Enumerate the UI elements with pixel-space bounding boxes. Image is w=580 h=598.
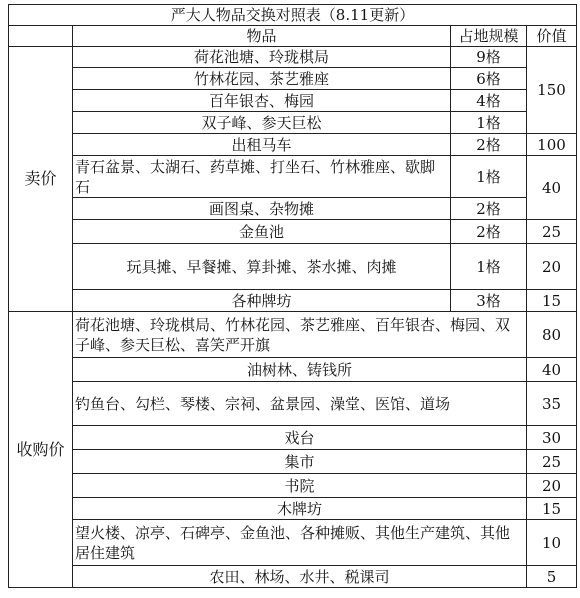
buy-value: 40 xyxy=(527,358,577,382)
sell-item: 画图桌、杂物摊 xyxy=(73,198,451,220)
sell-item: 百年银杏、梅园 xyxy=(73,90,451,112)
buy-item: 戏台 xyxy=(73,426,527,450)
sell-size: 9格 xyxy=(451,47,527,68)
buy-value: 20 xyxy=(527,474,577,498)
buy-item: 望火楼、凉亭、石碑亭、金鱼池、各种摊贩、其他生产建筑、其他居住建筑 xyxy=(73,520,527,566)
buy-value: 25 xyxy=(527,450,577,474)
buy-item: 农田、林场、水井、税课司 xyxy=(73,566,527,588)
sell-value: 25 xyxy=(527,220,577,244)
sell-item: 双子峰、参天巨松 xyxy=(73,112,451,134)
sell-size: 4格 xyxy=(451,90,527,112)
sell-size: 3格 xyxy=(451,290,527,312)
buy-item: 书院 xyxy=(73,474,527,498)
buy-item: 钓鱼台、勾栏、琴楼、宗祠、盆景园、澡堂、医馆、道场 xyxy=(73,382,527,426)
sell-value: 150 xyxy=(527,47,577,134)
buy-item: 荷花池塘、玲珑棋局、竹林花园、茶艺雅座、百年银杏、梅园、双子峰、参天巨松、喜笑严开旗 xyxy=(73,312,527,358)
sell-value: 15 xyxy=(527,290,577,312)
buy-value: 15 xyxy=(527,498,577,520)
sell-item: 各种牌坊 xyxy=(73,290,451,312)
sell-item: 荷花池塘、玲珑棋局 xyxy=(73,47,451,68)
buy-item: 油树林、铸钱所 xyxy=(73,358,527,382)
sell-size: 6格 xyxy=(451,68,527,90)
sell-item: 金鱼池 xyxy=(73,220,451,244)
sell-size: 1格 xyxy=(451,156,527,198)
sell-size: 2格 xyxy=(451,220,527,244)
header-size: 占地规模 xyxy=(451,26,527,47)
sell-value: 40 xyxy=(527,156,577,220)
sell-value: 20 xyxy=(527,244,577,290)
buy-value: 10 xyxy=(527,520,577,566)
exchange-table xyxy=(8,4,577,588)
buy-value: 5 xyxy=(527,566,577,588)
table-title: 严大人物品交换对照表（8.11更新） xyxy=(9,5,577,26)
sell-size: 2格 xyxy=(451,198,527,220)
sell-item: 玩具摊、早餐摊、算卦摊、茶水摊、肉摊 xyxy=(73,244,451,290)
category-sell: 卖价 xyxy=(9,47,73,312)
sell-item: 青石盆景、太湖石、药草摊、打坐石、竹林雅座、歇脚石 xyxy=(73,156,451,198)
sell-size: 1格 xyxy=(451,244,527,290)
buy-item: 木牌坊 xyxy=(73,498,527,520)
header-value: 价值 xyxy=(527,26,577,47)
buy-value: 30 xyxy=(527,426,577,450)
buy-item: 集市 xyxy=(73,450,527,474)
sell-value: 100 xyxy=(527,134,577,156)
buy-value: 80 xyxy=(527,312,577,358)
header-item: 物品 xyxy=(73,26,451,47)
sell-size: 2格 xyxy=(451,134,527,156)
header-blank-cell xyxy=(9,26,73,47)
sell-item: 竹林花园、茶艺雅座 xyxy=(73,68,451,90)
sell-size: 1格 xyxy=(451,112,527,134)
sell-item: 出租马车 xyxy=(73,134,451,156)
category-buy: 收购价 xyxy=(9,312,73,588)
buy-value: 35 xyxy=(527,382,577,426)
